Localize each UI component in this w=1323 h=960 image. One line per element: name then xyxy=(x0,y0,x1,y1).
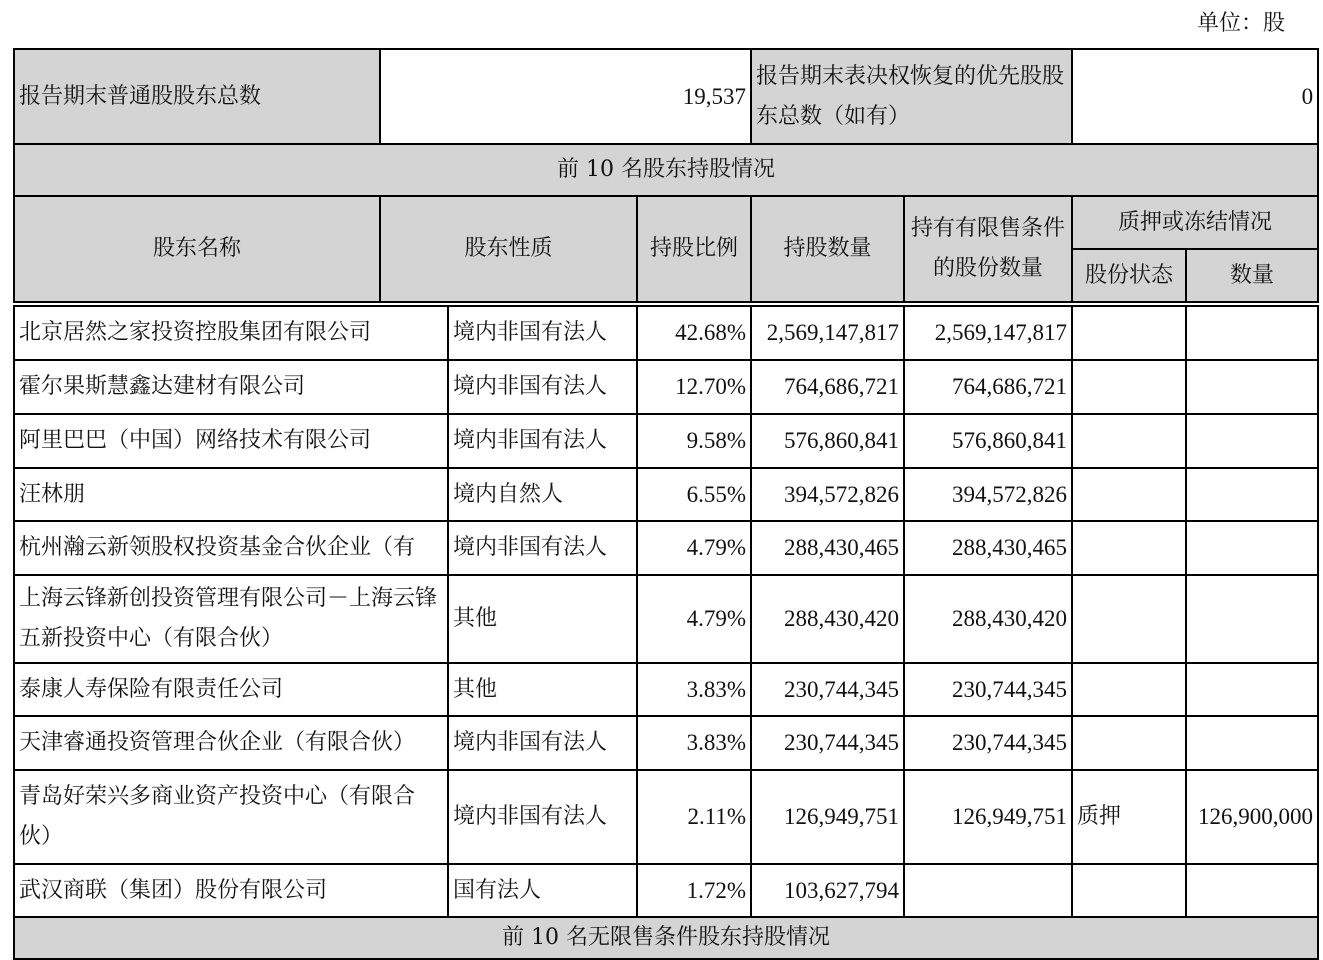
holding-ratio: 3.83% xyxy=(637,716,751,770)
shareholder-rows xyxy=(13,305,1319,960)
restricted-quantity: 230,744,345 xyxy=(904,716,1072,770)
table-row xyxy=(14,663,1318,716)
shareholder-nature: 境内非国有法人 xyxy=(448,521,637,575)
table-row xyxy=(14,864,1318,917)
pledge-quantity xyxy=(1186,521,1318,575)
shareholder-nature: 其他 xyxy=(448,575,637,663)
shareholder-name: 上海云锋新创投资管理有限公司－上海云锋五新投资中心（有限合伙） xyxy=(14,575,448,663)
restricted-quantity: 230,744,345 xyxy=(904,663,1072,716)
holding-ratio: 6.55% xyxy=(637,468,751,521)
holding-ratio: 9.58% xyxy=(637,414,751,468)
preferred-holders-label: 报告期末表决权恢复的优先股股东总数（如有） xyxy=(751,49,1072,144)
holding-ratio: 3.83% xyxy=(637,663,751,716)
restricted-quantity: 2,569,147,817 xyxy=(904,306,1072,360)
common-holders-value: 19,537 xyxy=(380,49,751,144)
pledge-status xyxy=(1072,360,1186,414)
holding-quantity: 126,949,751 xyxy=(751,770,904,864)
pledge-status xyxy=(1072,468,1186,521)
holding-ratio: 1.72% xyxy=(637,864,751,917)
header-pledge-quantity: 数量 xyxy=(1186,249,1318,302)
holding-quantity: 230,744,345 xyxy=(751,716,904,770)
shareholder-table xyxy=(13,48,1319,303)
shareholder-nature: 其他 xyxy=(448,663,637,716)
shareholder-name: 泰康人寿保险有限责任公司 xyxy=(14,663,448,716)
holding-quantity: 576,860,841 xyxy=(751,414,904,468)
holding-quantity: 288,430,465 xyxy=(751,521,904,575)
pledge-status xyxy=(1072,575,1186,663)
restricted-quantity xyxy=(904,864,1072,917)
shareholder-nature: 境内非国有法人 xyxy=(448,716,637,770)
shareholder-nature: 国有法人 xyxy=(448,864,637,917)
table-row xyxy=(14,575,1318,663)
holding-ratio: 2.11% xyxy=(637,770,751,864)
table-row xyxy=(14,521,1318,575)
header-ratio: 持股比例 xyxy=(637,196,751,302)
pledge-status xyxy=(1072,521,1186,575)
pledge-status xyxy=(1072,716,1186,770)
holding-quantity: 288,430,420 xyxy=(751,575,904,663)
shareholder-name: 汪林朋 xyxy=(14,468,448,521)
pledge-quantity xyxy=(1186,864,1318,917)
restricted-quantity: 394,572,826 xyxy=(904,468,1072,521)
common-holders-label: 报告期末普通股股东总数 xyxy=(14,49,380,144)
table-row xyxy=(14,468,1318,521)
pledge-status xyxy=(1072,864,1186,917)
unit-label: 单位：股 xyxy=(1196,11,1285,36)
pledge-quantity xyxy=(1186,306,1318,360)
holding-ratio: 4.79% xyxy=(637,521,751,575)
restricted-quantity: 126,949,751 xyxy=(904,770,1072,864)
table-row xyxy=(14,716,1318,770)
shareholder-nature: 境内自然人 xyxy=(448,468,637,521)
header-pledge-status: 股份状态 xyxy=(1072,249,1186,302)
holding-ratio: 42.68% xyxy=(637,306,751,360)
header-restricted: 持有有限售条件的股份数量 xyxy=(904,196,1072,302)
pledge-quantity xyxy=(1186,716,1318,770)
pledge-quantity xyxy=(1186,575,1318,663)
holding-quantity: 103,627,794 xyxy=(751,864,904,917)
shareholder-name: 霍尔果斯慧鑫达建材有限公司 xyxy=(14,360,448,414)
shareholder-nature: 境内非国有法人 xyxy=(448,306,637,360)
pledge-status xyxy=(1072,306,1186,360)
holding-quantity: 394,572,826 xyxy=(751,468,904,521)
pledge-status xyxy=(1072,414,1186,468)
holding-ratio: 12.70% xyxy=(637,360,751,414)
shareholder-name: 杭州瀚云新领股权投资基金合伙企业（有 xyxy=(14,521,448,575)
table-row xyxy=(14,414,1318,468)
header-pledge-group: 质押或冻结情况 xyxy=(1072,196,1318,249)
restricted-quantity: 764,686,721 xyxy=(904,360,1072,414)
next-section-title: 前 10 名无限售条件股东持股情况 xyxy=(14,917,1318,959)
header-name: 股东名称 xyxy=(14,196,380,302)
restricted-quantity: 576,860,841 xyxy=(904,414,1072,468)
restricted-quantity: 288,430,420 xyxy=(904,575,1072,663)
shareholder-name: 青岛好荣兴多商业资产投资中心（有限合伙） xyxy=(14,770,448,864)
pledge-quantity: 126,900,000 xyxy=(1186,770,1318,864)
table-row xyxy=(14,360,1318,414)
shareholder-nature: 境内非国有法人 xyxy=(448,770,637,864)
pledge-quantity xyxy=(1186,663,1318,716)
restricted-quantity: 288,430,465 xyxy=(904,521,1072,575)
holding-quantity: 2,569,147,817 xyxy=(751,306,904,360)
shareholder-nature: 境内非国有法人 xyxy=(448,414,637,468)
pledge-status xyxy=(1072,663,1186,716)
header-quantity: 持股数量 xyxy=(751,196,904,302)
holding-quantity: 764,686,721 xyxy=(751,360,904,414)
table-row xyxy=(14,306,1318,360)
pledge-quantity xyxy=(1186,360,1318,414)
pledge-status: 质押 xyxy=(1072,770,1186,864)
shareholder-name: 天津睿通投资管理合伙企业（有限合伙） xyxy=(14,716,448,770)
header-nature: 股东性质 xyxy=(380,196,637,302)
shareholder-name: 阿里巴巴（中国）网络技术有限公司 xyxy=(14,414,448,468)
pledge-quantity xyxy=(1186,414,1318,468)
shareholder-nature: 境内非国有法人 xyxy=(448,360,637,414)
shareholder-name: 武汉商联（集团）股份有限公司 xyxy=(14,864,448,917)
preferred-holders-value: 0 xyxy=(1072,49,1318,144)
table-row xyxy=(14,770,1318,864)
pledge-quantity xyxy=(1186,468,1318,521)
top10-section-title: 前 10 名股东持股情况 xyxy=(14,144,1318,196)
shareholder-name: 北京居然之家投资控股集团有限公司 xyxy=(14,306,448,360)
holding-ratio: 4.79% xyxy=(637,575,751,663)
holding-quantity: 230,744,345 xyxy=(751,663,904,716)
